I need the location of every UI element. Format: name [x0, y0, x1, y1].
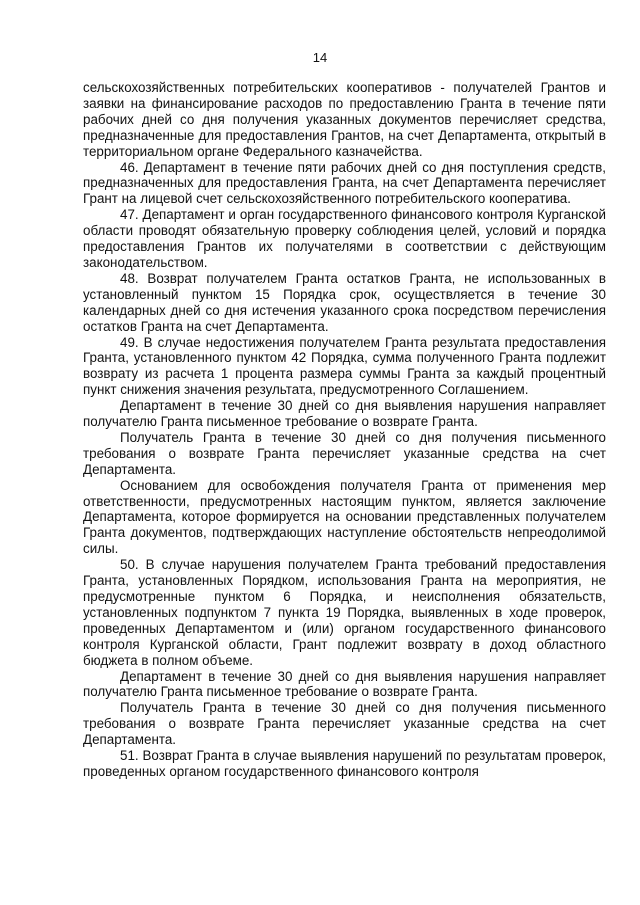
document-body	[83, 80, 606, 780]
paragraph-50: 50. В случае нарушения получателем Гранта требований предоставления Гранта, установленных Порядком, использования Гранта на мероприятия, не предусмотренные пунктом 6 Порядка, и неисполнения обязательств, установленных подпунктом 7 пункта 19 Порядка, выявленных в ходе проверок, проведенных Департаментом и (или) органом государственного финансового контроля Курганской области, Грант подлежит возврату в доход областного бюджета в полном объеме.	[83, 557, 606, 668]
paragraph-50-repayment: Получатель Гранта в течение 30 дней со дня получения письменного требования о возврате Гранта перечисляет указанные средства на счет Департамента.	[83, 700, 606, 748]
paragraph-48: 48. Возврат получателем Гранта остатков Гранта, не использованных в установленный пунктом 15 Порядка срок, осуществляется в течение 30 календарных дней со дня истечения указанного срока посредством перечисления остатков Гранта на счет Департамента.	[83, 270, 606, 334]
paragraph-49-notice: Департамент в течение 30 дней со дня выявления нарушения направляет получателю Гранта письменное требование о возврате Гранта.	[83, 398, 606, 430]
paragraph-47: 47. Департамент и орган государственного финансового контроля Курганской области проводят обязательную проверку соблюдения целей, условий и порядка предоставления Грантов их получателями в соответствии с действующим законодательством.	[83, 207, 606, 270]
paragraph-51: 51. Возврат Гранта в случае выявления нарушений по результатам проверок, проведенных органом государственного финансового контроля	[83, 748, 606, 779]
paragraph-49: 49. В случае недостижения получателем Гранта результата предоставления Гранта, установленного пунктом 42 Порядка, сумма полученного Гранта подлежит возврату из расчета 1 процента размера суммы Гранта за каждый процентный пункт снижения значения результата, предусмотренного Соглашением.	[83, 334, 606, 398]
page-number: 14	[312, 50, 328, 65]
paragraph-46: 46. Департамент в течение пяти рабочих дней со дня поступления средств, предназначенных для предоставления Гранта, на счет Департамента перечисляет Грант на лицевой счет сельскохозяйственного потребительского кооператива.	[83, 159, 606, 207]
paragraph-50-notice: Департамент в течение 30 дней со дня выявления нарушения направляет получателю Гранта письменное требование о возврате Гранта.	[83, 668, 606, 700]
paragraph-continuation: сельскохозяйственных потребительских кооперативов - получателей Грантов и заявки на финансирование расходов по предоставлению Гранта в течение пяти рабочих дней со дня получения указанных документов перечисляет средства, предназначенные для предоставления Грантов, на счет Департамента, открытый в территориальном органе Федерального казначейства.	[83, 80, 606, 159]
paragraph-49-repayment: Получатель Гранта в течение 30 дней со дня получения письменного требования о возврате Гранта перечисляет указанные средства на счет Департамента.	[83, 429, 606, 477]
paragraph-49-exemption: Основанием для освобождения получателя Гранта от применения мер ответственности, предусмотренных настоящим пунктом, является заключение Департамента, которое формируется на основании представленных получателем Гранта документов, подтверждающих наступление обстоятельств непреодолимой силы.	[83, 477, 606, 557]
